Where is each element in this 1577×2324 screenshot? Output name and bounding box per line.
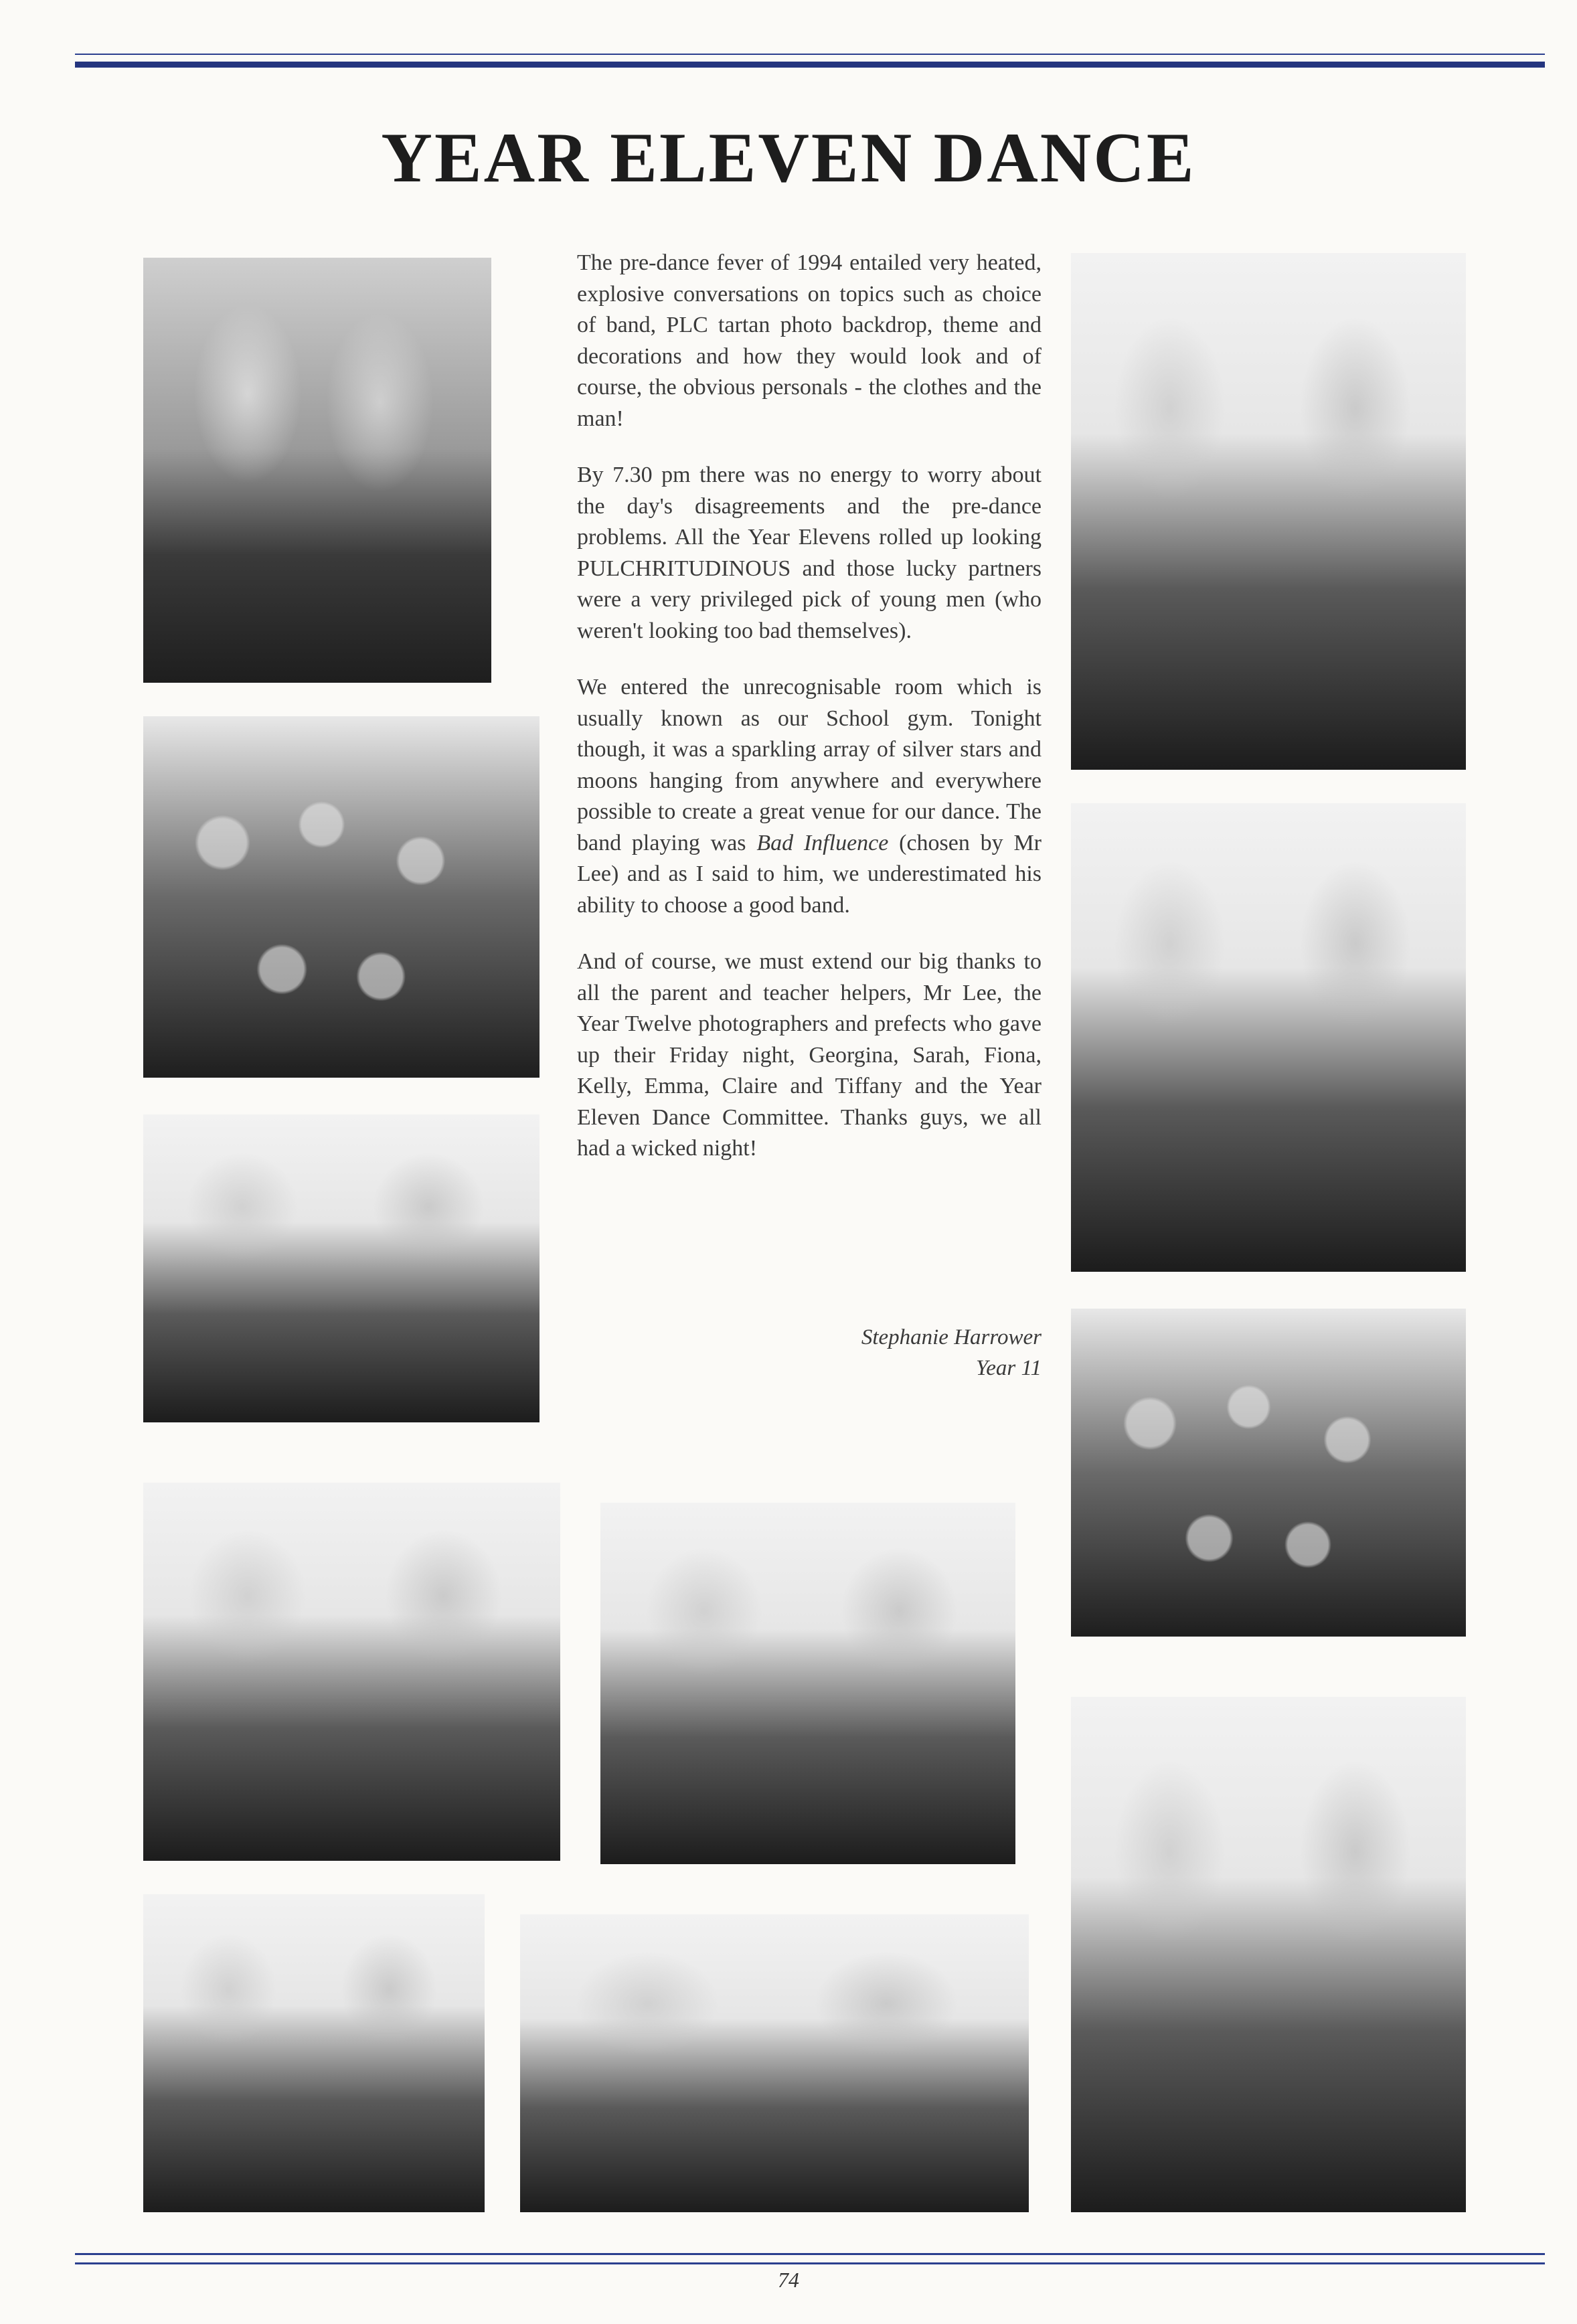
photo-three-girls-hugging	[143, 258, 491, 683]
bottom-rule-thin	[75, 2253, 1545, 2255]
photo-three-girls-dresses	[1071, 253, 1466, 770]
photo-two-girls-closeup	[600, 1503, 1015, 1864]
byline	[736, 1322, 1042, 1384]
photo-three-girls-standing	[1071, 803, 1466, 1272]
article-paragraph-2: By 7.30 pm there was no energy to worry about the day's disagreements and the pre-dance problems. All the Year Elevens rolled up looking PULCHRITUDINOUS and those lucky partners were a very privileged pick of young men (who weren't looking too bad themselves).	[577, 463, 1042, 643]
article-paragraph-3: We entered the unrecognisable room which is usually known as our School gym. Tonight though, it was a sparkling array of silver stars and moons hanging from anywhere and everywhere possible to create a great venue for our dance. The band playing was Bad Influence (chosen by Mr Lee) and as I said to him, we underestimated his ability to choose a good band.	[577, 675, 1042, 918]
top-rule-thick	[75, 62, 1545, 68]
author-year: Year 11	[975, 1356, 1042, 1380]
photo-large-group	[143, 716, 540, 1078]
bottom-rule-thick	[75, 2262, 1545, 2264]
photo-two-girls-standing-right	[1071, 1697, 1466, 2212]
photo-two-girls-portrait	[143, 1114, 540, 1422]
photo-group-of-seven	[1071, 1309, 1466, 1637]
page-title: YEAR ELEVEN DANCE	[381, 118, 1196, 197]
article-body	[577, 248, 1042, 1190]
photo-three-girls-bottom-left	[143, 1483, 560, 1861]
top-rule-thin	[75, 54, 1545, 55]
photo-two-girls-bottom-left	[143, 1894, 485, 2212]
article-paragraph-1: The pre-dance fever of 1994 entailed very heated, explosive conversations on topics such as choice of band, PLC tartan photo backdrop, theme and decorations and how they would look and of course, the obvious personals - the clothes and the man!	[577, 250, 1042, 431]
article-paragraph-4: And of course, we must extend our big thanks to all the parent and teacher helpers, Mr Lee, the Year Twelve photographers and prefects who gave up their Friday night, Georgina, Sarah, Fiona, Kelly, Emma, Claire and Tiffany and the Year Eleven Dance Committee. Thanks guys, we all had a wicked night!	[577, 949, 1042, 1161]
photo-five-girls-bottom-center	[520, 1914, 1029, 2212]
author-name: Stephanie Harrower	[861, 1325, 1042, 1349]
page-number: 74	[778, 2268, 799, 2292]
band-name: Bad Influence	[756, 830, 889, 855]
